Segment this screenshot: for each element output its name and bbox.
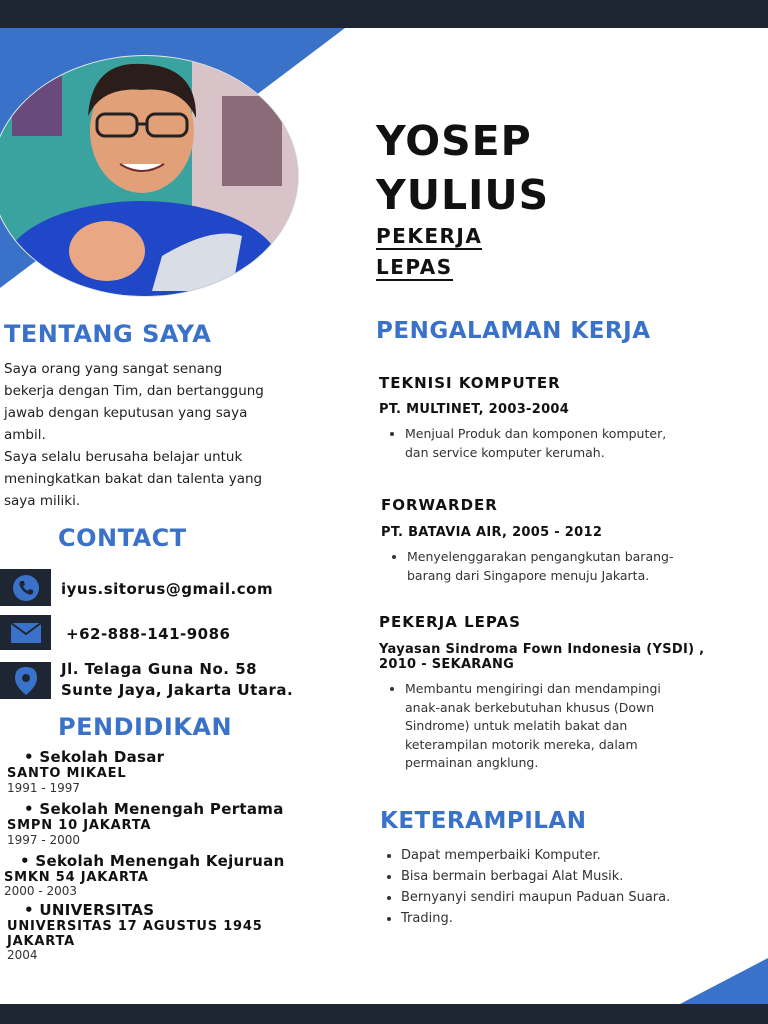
skill-item: • Trading. <box>401 908 670 929</box>
education-school: SMKN 54 JAKARTA <box>4 870 149 885</box>
job-description <box>381 548 673 585</box>
edu-title-text: Sekolah Menengah Pertama <box>39 800 284 818</box>
bottom-bar <box>0 1004 768 1024</box>
edu-title-text: Sekolah Dasar <box>39 748 165 766</box>
contact-address-row <box>0 662 51 699</box>
job-title: FORWARDER <box>381 496 498 514</box>
edu-title-text: Sekolah Menengah Kejuruan <box>35 852 285 870</box>
education-heading: PENDIDIKAN <box>58 713 233 741</box>
experience-heading: PENGALAMAN KERJA <box>376 318 651 344</box>
about-line: bekerja dengan Tim, dan bertanggung <box>4 383 264 399</box>
job-company: PT. MULTINET, 2003-2004 <box>379 402 570 417</box>
job-role <box>376 222 482 284</box>
job-description <box>379 680 661 773</box>
role-line-2: LEPAS <box>376 255 453 279</box>
company-line-1: Yayasan Sindroma Fown Indonesia (YSDI) , <box>379 642 705 657</box>
company-line-2: 2010 - SEKARANG <box>379 657 515 672</box>
address-line-2: Sunte Jaya, Jakarta Utara. <box>61 681 294 699</box>
name-line-2: YULIUS <box>376 171 550 219</box>
education-item-title: • Sekolah Menengah Pertama <box>24 800 284 818</box>
edu-title-text: UNIVERSITAS <box>39 901 155 919</box>
skills-heading: KETERAMPILAN <box>380 808 587 834</box>
about-line: jawab dengan keputusan yang saya <box>4 405 248 421</box>
about-line: ambil. <box>4 427 46 443</box>
name-line-1: YOSEP <box>376 117 532 165</box>
phone-icon <box>0 569 51 606</box>
education-years: 2000 - 2003 <box>4 884 78 898</box>
skills-list <box>379 845 670 929</box>
contact-phone[interactable]: +62-888-141-9086 <box>66 625 231 643</box>
job-title: TEKNISI KOMPUTER <box>379 374 561 392</box>
education-school: SMPN 10 JAKARTA <box>7 818 152 833</box>
about-line: meningkatkan bakat dan talenta yang <box>4 471 263 487</box>
profile-photo <box>0 56 298 296</box>
contact-address <box>61 659 293 701</box>
education-years: 1997 - 2000 <box>7 833 81 847</box>
job-description <box>379 425 666 462</box>
about-heading: TENTANG SAYA <box>4 320 212 348</box>
education-item-title: • UNIVERSITAS <box>24 901 155 919</box>
education-school: SANTO MIKAEL <box>7 766 127 781</box>
about-line: Saya selalu berusaha belajar untuk <box>4 449 243 465</box>
job-company: PT. BATAVIA AIR, 2005 - 2012 <box>381 525 603 540</box>
about-line: saya miliki. <box>4 493 81 509</box>
bottom-right-accent-shape <box>680 958 768 1004</box>
address-line-1: Jl. Telaga Guna No. 58 <box>61 660 258 678</box>
contact-email[interactable]: iyus.sitorus@gmail.com <box>61 580 274 598</box>
education-years: 1991 - 1997 <box>7 781 81 795</box>
person-name <box>376 114 549 222</box>
job-company <box>379 642 704 672</box>
about-text <box>4 358 334 512</box>
school-line-2: JAKARTA <box>7 934 75 949</box>
job-description-item: • Membantu mengiringi dan mendampingi anak-anak berkebutuhan khusus (Down Sindrome) untuk melatih bakat dan keterampilan motorik mereka, dalam permainan angklung. <box>405 680 661 773</box>
mail-icon <box>0 615 51 650</box>
skill-item: • Bisa bermain berbagai Alat Musik. <box>401 866 670 887</box>
skill-item: • Bernyanyi sendiri maupun Paduan Suara. <box>401 887 670 908</box>
education-years: 2004 <box>7 948 38 962</box>
education-item-title: • Sekolah Dasar <box>24 748 165 766</box>
education-item-title: • Sekolah Menengah Kejuruan <box>20 852 285 870</box>
location-pin-icon <box>0 662 51 699</box>
contact-phone-row <box>0 569 51 606</box>
education-school <box>7 919 263 949</box>
contact-mail-row <box>0 615 51 650</box>
skill-item: • Dapat memperbaiki Komputer. <box>401 845 670 866</box>
role-line-1: PEKERJA <box>376 224 483 248</box>
top-bar <box>0 0 768 28</box>
job-description-item: • Menyelenggarakan pengangkutan barang- barang dari Singapore menuju Jakarta. <box>407 548 673 585</box>
job-description-item: • Menjual Produk dan komponen komputer, dan service komputer kerumah. <box>405 425 666 462</box>
about-line: Saya orang yang sangat senang <box>4 361 223 377</box>
contact-heading: CONTACT <box>58 524 187 552</box>
school-line-1: UNIVERSITAS 17 AGUSTUS 1945 <box>7 919 263 934</box>
job-title: PEKERJA LEPAS <box>379 613 521 631</box>
